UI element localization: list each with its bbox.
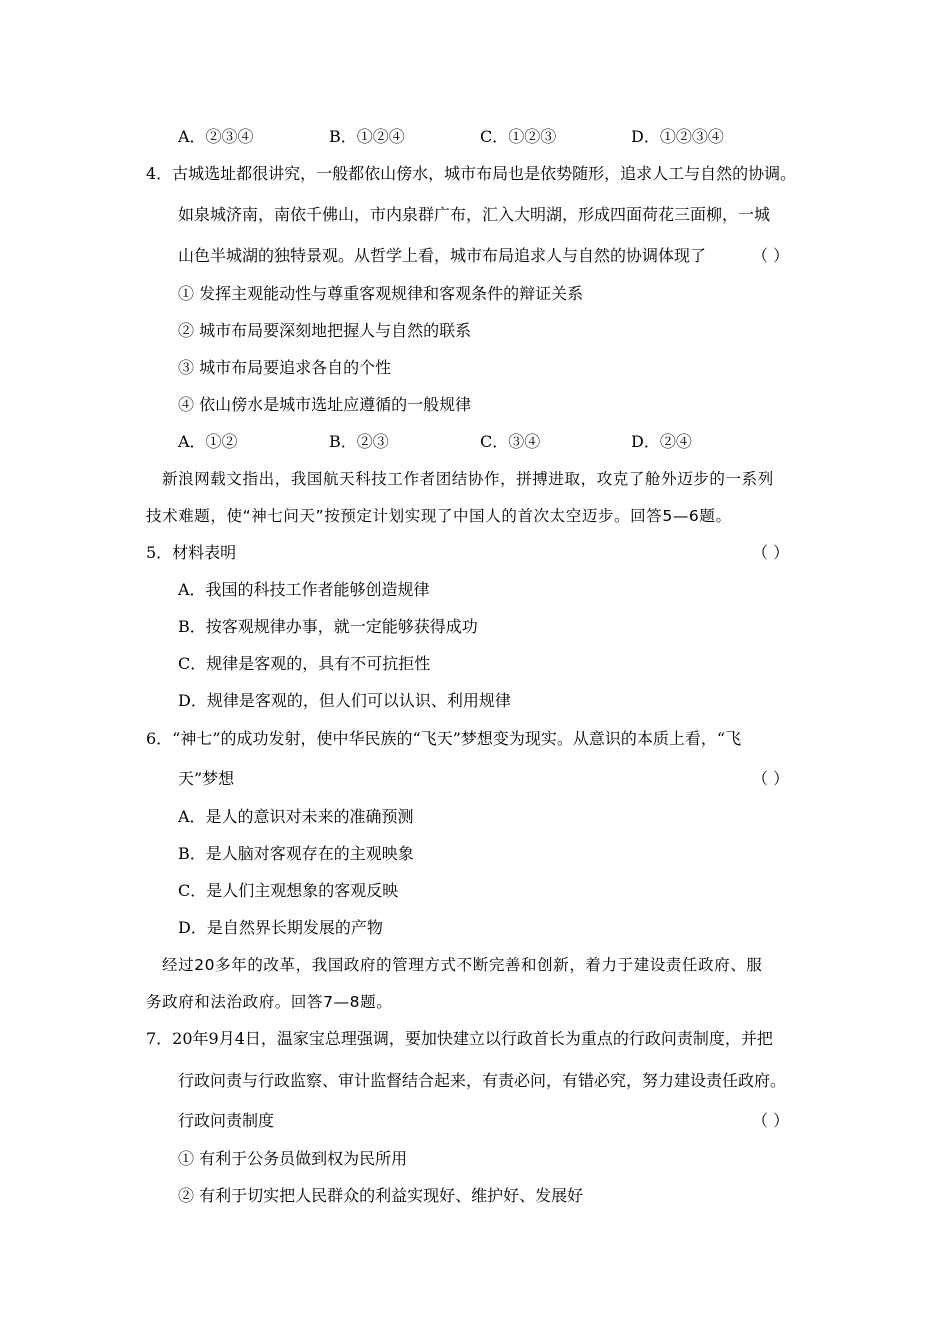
q5-option-b: B．按客观规律办事，就一定能够获得成功	[178, 617, 478, 636]
q4-option-d: D．②④	[631, 432, 692, 451]
q4-option-c: C．③④	[480, 432, 541, 451]
q4-item-3: ③ 城市布局要追求各自的个性	[178, 358, 392, 377]
q3-option-b: B．①②④	[329, 127, 405, 146]
q4-option-b: B．②③	[329, 432, 389, 451]
q5-option-a: A．我国的科技工作者能够创造规律	[178, 580, 430, 599]
q7-stem-line-3: 行政问责制度	[178, 1111, 275, 1130]
q4-stem-line-3: 山色半城湖的独特景观。从哲学上看，城市布局追求人与自然的协调体现了	[178, 246, 707, 265]
material-78-line-1: 经过20多年的改革，我国政府的管理方式不断完善和创新，着力于建设责任政府、服	[162, 956, 763, 974]
material-78-line-2: 务政府和法治政府。回答7—8题。	[146, 993, 393, 1011]
q7-item-1: ① 有利于公务员做到权为民所用	[178, 1149, 408, 1168]
q4-stem-line-1: 4．古城选址都很讲究，一般都依山傍水，城市布局也是依势随形，追求人工与自然的协调。	[146, 164, 797, 183]
q6-option-d: D．是自然界长期发展的产物	[178, 918, 383, 937]
q3-option-c: C．①②③	[480, 127, 557, 146]
q4-item-2: ② 城市布局要深刻地把握人与自然的联系	[178, 321, 472, 340]
q4-option-a: A．①②	[178, 432, 238, 451]
q4-stem-line-2: 如泉城济南，南依千佛山，市内泉群广布，汇入大明湖，形成四面荷花三面柳，一城	[178, 205, 771, 224]
q7-stem-line-1: 7．20年9月4日，温家宝总理强调，要加快建立以行政首长为重点的行政问责制度，并把	[146, 1029, 773, 1048]
q5-option-d: D．规律是客观的，但人们可以认识、利用规律	[178, 691, 511, 710]
q6-option-b: B．是人脑对客观存在的主观映象	[178, 844, 414, 863]
q6-option-a: A．是人的意识对未来的准确预测	[178, 807, 414, 826]
material-56-line-2: 技术难题，使“神七问天”按预定计划实现了中国人的首次太空迈步。回答5—6题。	[146, 507, 732, 525]
q3-option-a: A．②③④	[178, 127, 254, 146]
q4-options	[178, 431, 798, 453]
q5-stem: 5．材料表明	[146, 543, 237, 562]
q3-options	[178, 126, 798, 148]
q5-answer-paren: （ ）	[752, 543, 790, 562]
q4-answer-paren: （ ）	[752, 246, 790, 265]
q3-option-d: D．①②③④	[631, 127, 724, 146]
q6-option-c: C．是人们主观想象的客观反映	[178, 881, 399, 900]
q7-answer-paren: （ ）	[752, 1111, 790, 1130]
material-56-line-1: 新浪网载文指出，我国航天科技工作者团结协作，拼搏进取，攻克了舱外迈步的一系列	[162, 470, 774, 488]
q7-item-2: ② 有利于切实把人民群众的利益实现好、维护好、发展好	[178, 1186, 584, 1205]
q7-stem-line-2: 行政问责与行政监察、审计监督结合起来，有责必问，有错必究，努力建设责任政府。	[178, 1071, 787, 1090]
q6-stem-line-2: 天”梦想	[178, 769, 235, 788]
q5-option-c: C．规律是客观的，具有不可抗拒性	[178, 654, 431, 673]
q6-answer-paren: （ ）	[752, 769, 790, 788]
q4-item-1: ① 发挥主观能动性与尊重客观规律和客观条件的辩证关系	[178, 284, 584, 303]
q4-item-4: ④ 依山傍水是城市选址应遵循的一般规律	[178, 395, 472, 414]
q6-stem-line-1: 6．“神七”的成功发射，使中华民族的“飞天”梦想变为现实。从意识的本质上看，“飞	[146, 729, 742, 748]
